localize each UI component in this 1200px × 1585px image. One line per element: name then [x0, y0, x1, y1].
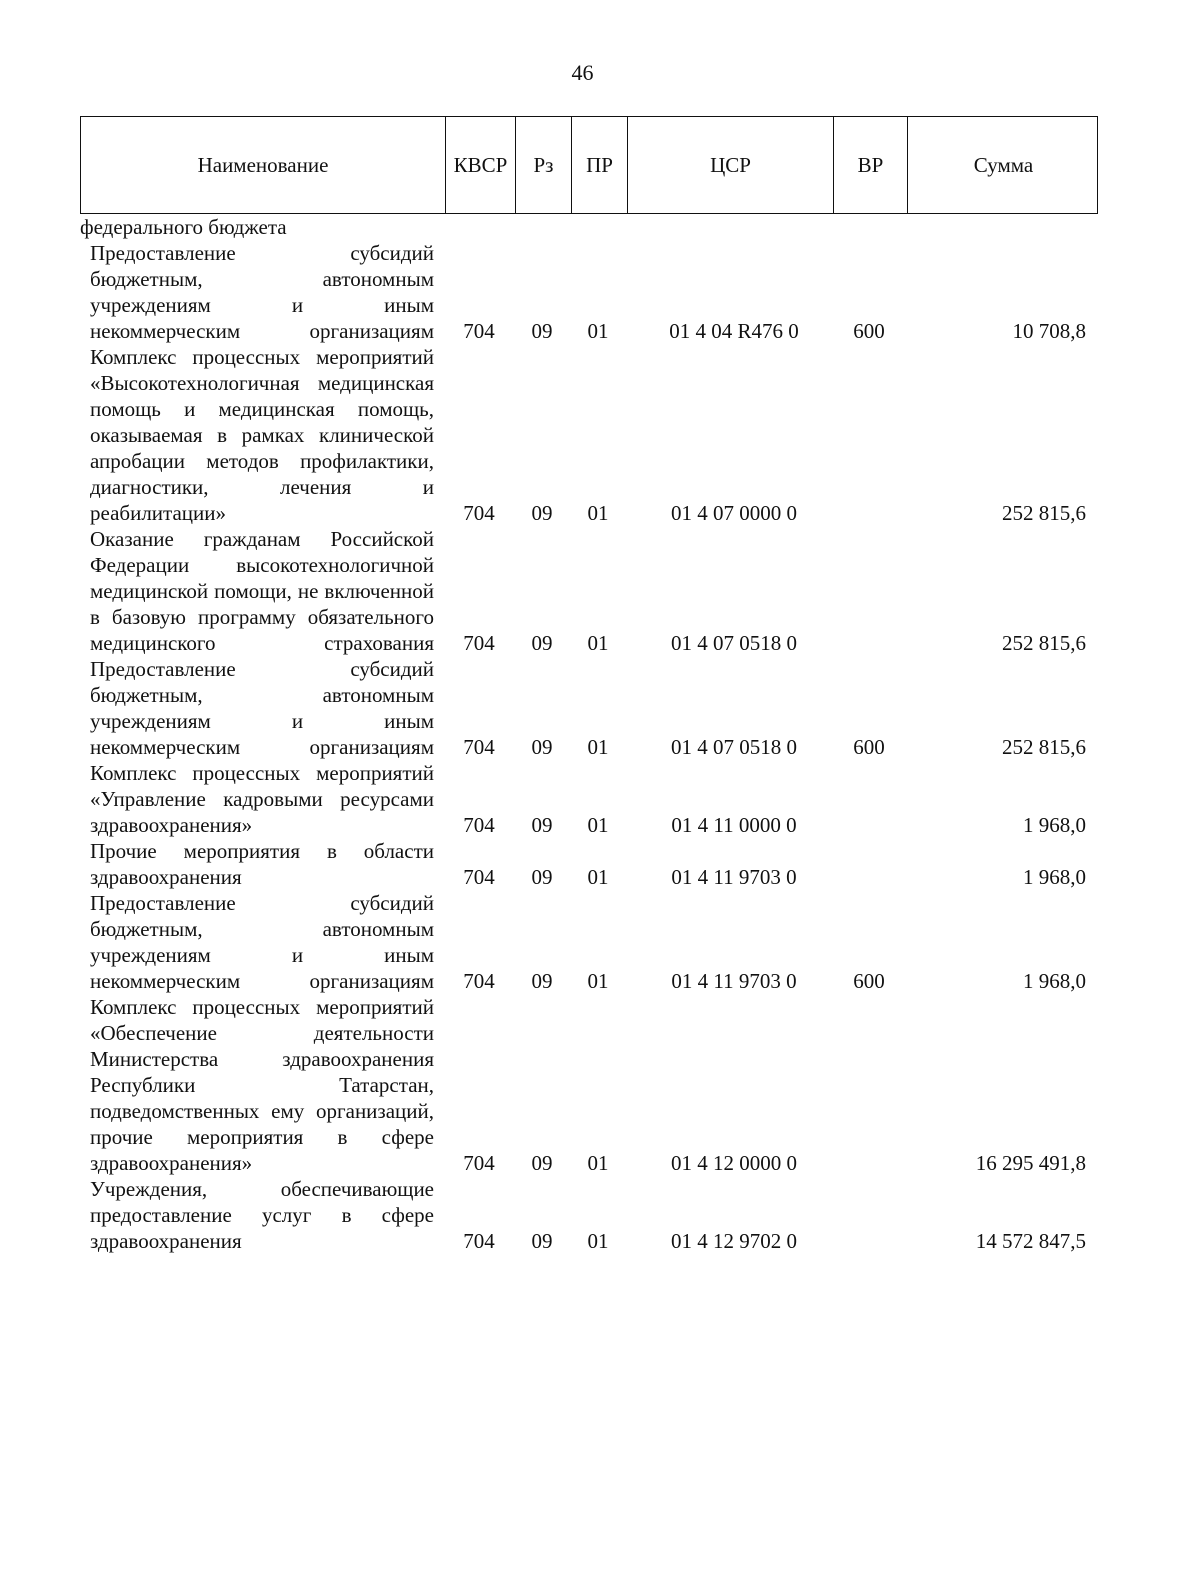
- header-sum: Сумма: [907, 117, 1099, 213]
- row-pr: 01: [587, 865, 609, 889]
- row-sum: 252 815,6: [1002, 735, 1086, 759]
- row-kvsr: 704: [463, 631, 495, 655]
- row-name: Комплекс процессных мероприятий «Обеспечение деятельности Министерства здравоохранения Республики Татарстан, подведомственных ему организаций, прочие мероприятия в сфере здравоохранения»: [90, 995, 434, 1175]
- row-rz: 09: [531, 735, 553, 759]
- row-pr: 01: [587, 501, 609, 525]
- row-sum: 1 968,0: [1023, 865, 1086, 889]
- row-name: Учреждения, обеспечивающие предоставление услуг в сфере здравоохранения: [90, 1177, 434, 1253]
- row-rz: 09: [531, 501, 553, 525]
- row-sum: 16 295 491,8: [975, 1151, 1086, 1175]
- row-rz: 09: [531, 631, 553, 655]
- page-number: 46: [571, 60, 594, 85]
- row-rz: 09: [531, 813, 553, 837]
- row-csr: 01 4 12 0000 0: [671, 1151, 797, 1175]
- row-vr: 600: [853, 735, 885, 759]
- row-kvsr: 704: [463, 319, 495, 343]
- row-csr: 01 4 07 0518 0: [671, 735, 797, 759]
- row-sum: 252 815,6: [1002, 501, 1086, 525]
- row-name: Оказание гражданам Российской Федерации высокотехнологичной медицинской помощи, не включенной в базовую программу обязательного медицинского страхования: [90, 527, 434, 655]
- row-sum: 10 708,8: [1012, 319, 1086, 343]
- row-csr: 01 4 12 9702 0: [671, 1229, 797, 1253]
- row-rz: 09: [531, 1229, 553, 1253]
- header-vr: ВР: [833, 117, 907, 213]
- header-rz: Рз: [515, 117, 571, 213]
- row-kvsr: 704: [463, 969, 495, 993]
- row-csr: 01 4 11 9703 0: [671, 865, 797, 889]
- row-pr: 01: [587, 735, 609, 759]
- row-pr: 01: [587, 813, 609, 837]
- row-kvsr: 704: [463, 1151, 495, 1175]
- row-rz: 09: [531, 969, 553, 993]
- budget-table: [80, 116, 1098, 1254]
- row-csr: 01 4 04 R476 0: [669, 319, 799, 343]
- header-pr: ПР: [571, 117, 627, 213]
- row-csr: 01 4 11 9703 0: [671, 969, 797, 993]
- header-csr: ЦСР: [627, 117, 833, 213]
- row-pr: 01: [587, 1151, 609, 1175]
- row-sum: 252 815,6: [1002, 631, 1086, 655]
- row-name: Комплекс процессных мероприятий «Управление кадровыми ресурсами здравоохранения»: [90, 761, 434, 837]
- header-name: Наименование: [197, 152, 329, 177]
- table-row: [80, 994, 1098, 1176]
- row-kvsr: 704: [463, 735, 495, 759]
- row-sum: 14 572 847,5: [975, 1229, 1086, 1253]
- table-row: [80, 838, 1098, 890]
- table-row: [80, 240, 1098, 344]
- row-kvsr: 704: [463, 501, 495, 525]
- row-sum: 1 968,0: [1023, 969, 1086, 993]
- table-header: [80, 116, 1098, 214]
- header-kvsr: КВСР: [445, 117, 515, 213]
- row-sum: 1 968,0: [1023, 813, 1086, 837]
- row-csr: 01 4 07 0518 0: [671, 631, 797, 655]
- row-pr: 01: [587, 631, 609, 655]
- row-csr: 01 4 07 0000 0: [671, 501, 797, 525]
- table-row: [80, 214, 1098, 240]
- table-row: [80, 344, 1098, 526]
- row-csr: 01 4 11 0000 0: [671, 813, 797, 837]
- row-rz: 09: [531, 865, 553, 889]
- row-vr: 600: [853, 319, 885, 343]
- row-name: Прочие мероприятия в области здравоохранения: [90, 839, 434, 889]
- row-rz: 09: [531, 1151, 553, 1175]
- table-row: [80, 656, 1098, 760]
- row-pr: 01: [587, 1229, 609, 1253]
- table-row: [80, 890, 1098, 994]
- row-kvsr: 704: [463, 813, 495, 837]
- row-name: Комплекс процессных мероприятий «Высокотехнологичная медицинская помощь и медицинская помощь, оказываемая в рамках клинической апробации методов профилактики, диагностики, лечения и реабилитации»: [90, 345, 434, 525]
- row-vr: 600: [853, 969, 885, 993]
- row-name: Предоставление субсидий бюджетным, автономным учреждениям и иным некоммерческим организациям: [90, 657, 434, 759]
- table-row: [80, 760, 1098, 838]
- row-name: Предоставление субсидий бюджетным, автономным учреждениям и иным некоммерческим организациям: [90, 241, 434, 343]
- row-name: федерального бюджета: [80, 215, 287, 239]
- row-pr: 01: [587, 319, 609, 343]
- table-row: [80, 526, 1098, 656]
- row-name: Предоставление субсидий бюджетным, автономным учреждениям и иным некоммерческим организациям: [90, 891, 434, 993]
- table-body: [80, 214, 1098, 1254]
- row-kvsr: 704: [463, 1229, 495, 1253]
- row-kvsr: 704: [463, 865, 495, 889]
- table-row: [80, 1176, 1098, 1254]
- row-rz: 09: [531, 319, 553, 343]
- row-pr: 01: [587, 969, 609, 993]
